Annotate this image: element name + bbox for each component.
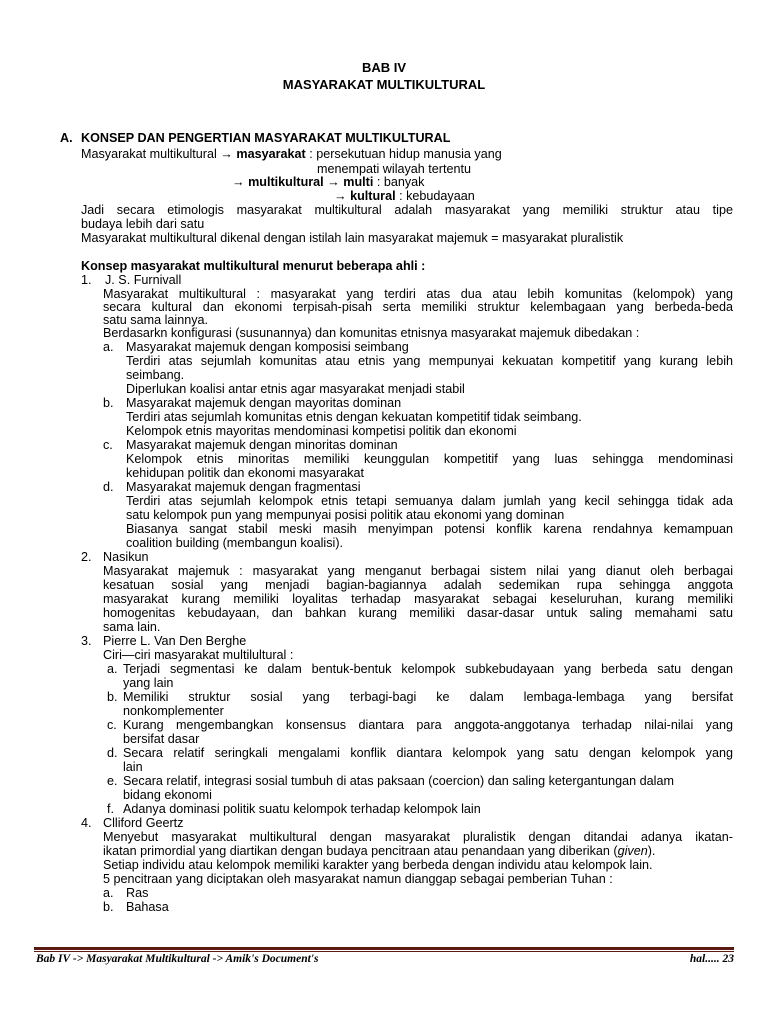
definition-line-3: → multikultural → multi : banyak [232,175,425,189]
list-marker: a. [103,340,114,354]
list-marker: d. [107,746,118,760]
chapter-number: BAB IV [361,60,407,75]
list-item-text: Terdiri atas sejumlah komunitas atau etnis yang mempunyai kekuatan kompetitif yang kurang lebih [126,354,733,368]
expert-2-number: 2. [81,550,92,564]
expert-2-name: Nasikun [103,550,149,564]
expert-4-text: 5 pencitraan yang diciptakan oleh masyarakat namun dianggap sebagai pemberian Tuhan : [103,872,613,886]
list-item-text: Secara relatif, integrasi sosial tumbuh di atas paksaan (coercion) dan saling ketergantungan dalam [123,774,674,788]
expert-1-text: Berdasarkn konfigurasi (susunannya) dan komunitas etnisnya masyarakat majemuk dibedakan : [103,326,640,340]
expert-4-number: 4. [81,816,92,830]
expert-2-text: homogenitas kebudayaan, dan bahkan kurang memiliki dasar-dasar untuk saling memahami satu [103,606,733,620]
page-number: hal..... 23 [689,953,734,965]
expert-1-name: J. S. Furnivall [105,273,182,287]
expert-3-number: 3. [81,634,92,648]
list-marker: d. [103,480,114,494]
list-item-text: Secara relatif seringkali mengalami konflik diantara kelompok yang satu dengan kelompok yang [123,746,733,760]
list-item-text: bidang ekonomi [123,788,212,802]
list-item-text: Terjadi segmentasi ke dalam bentuk-bentuk kelompok subkebudayaan yang berbeda satu dengan [123,662,733,676]
list-marker: c. [103,438,113,452]
definition-line-1: Masyarakat multikultural → masyarakat : persekutuan hidup manusia yang [81,147,502,161]
footer-left: Bab IV -> Masyarakat Multikultural -> Amik's Document's [36,953,319,965]
list-marker: b. [103,396,114,410]
list-marker: b. [107,690,118,704]
chapter-title: MASYARAKAT MULTIKULTURAL [282,77,486,92]
list-marker: f. [107,802,114,816]
list-item-text: Adanya dominasi politik suatu kelompok terhadap kelompok lain [123,802,481,816]
expert-1-text: satu sama lainnya. [103,313,209,327]
list-item-text: Kurang mengembangkan konsensus diantara para anggota-anggotanya terhadap nilai-nilai yang [123,718,733,732]
definition-line-2: menempati wilayah tertentu [317,162,472,176]
list-item-title: Masyarakat majemuk dengan mayoritas dominan [126,396,402,410]
section-a-label: A. [60,131,73,145]
expert-4-text: Setiap individu atau kelompok memiliki karakter yang berbeda dengan individu atau kelompok lain. [103,858,653,872]
list-marker: b. [103,900,114,914]
etymology-line-2: budaya lebih dari satu [81,217,205,231]
list-item-text: Terdiri atas sejumlah komunitas etnis dengan kekuatan kompetitif tidak seimbang. [126,410,582,424]
list-item-text: Terdiri atas sejumlah kelompok etnis tetapi semuanya dalam jumlah yang kecil sehingga tidak ada [126,494,733,508]
list-item-text: seimbang. [126,368,185,382]
list-item-text: Kelompok etnis minoritas memiliki keunggulan kompetitif yang luas sehingga mendominasi [126,452,733,466]
expert-4-text: Menyebut masyarakat multikultural dengan masyarakat pluralistik dengan ditandai adanya ikatan- [103,830,733,844]
list-item-text: Biasanya sangat stabil meski masih menyimpan potensi konflik karena rendahnya kemampuan [126,522,733,536]
list-marker: a. [103,886,114,900]
expert-4-text: ikatan primordial yang diartikan dengan budaya pencitraan atau penandaan yang diberikan (given). [103,844,656,858]
list-item-title: Masyarakat majemuk dengan fragmentasi [126,480,361,494]
etymology-line-1: Jadi secara etimologis masyarakat multikultural adalah masyarakat yang memiliki struktur atau tipe [81,203,733,217]
expert-4-name: Clliford Geertz [103,816,184,830]
list-item-text: Kelompok etnis mayoritas mendominasi kompetisi politik dan ekonomi [126,424,517,438]
list-item-text: Memiliki struktur sosial yang terbagi-bagi ke dalam lembaga-lembaga yang bersifat [123,690,733,704]
expert-1-text: Masyarakat multikultural : masyarakat yang terdiri atas dua atau lebih komunitas (kelompok) yang [103,287,733,301]
footer-rule-thick [34,947,734,950]
experts-heading: Konsep masyarakat multikultural menurut beberapa ahli : [81,259,426,273]
list-marker: e. [107,774,118,788]
section-a-heading: KONSEP DAN PENGERTIAN MASYARAKAT MULTIKULTURAL [81,131,451,145]
list-item-text: Bahasa [126,900,169,914]
list-item-text: yang lain [123,676,174,690]
footer-rule-thin [34,951,734,952]
list-item-text: Ras [126,886,149,900]
list-item-text: bersifat dasar [123,732,200,746]
expert-1-text: secara kultural dan ekonomi terpisah-pisah serta memiliki struktur kelembagaan yang berbeda-beda [103,300,733,314]
list-item-title: Masyarakat majemuk dengan komposisi seimbang [126,340,409,354]
alias-line: Masyarakat multikultural dikenal dengan istilah lain masyarakat majemuk = masyarakat pluralistik [81,231,624,245]
definition-line-4: → kultural : kebudayaan [334,189,475,203]
list-marker: a. [107,662,118,676]
list-marker: c. [107,718,117,732]
list-item-text: satu kelompok pun yang mempunyai posisi politik atau ekonomi yang dominan [126,508,565,522]
expert-1-number: 1. [81,273,92,287]
list-item-text: nonkomplementer [123,704,224,718]
list-item-title: Masyarakat majemuk dengan minoritas dominan [126,438,398,452]
expert-2-text: sama lain. [103,620,161,634]
expert-3-name: Pierre L. Van Den Berghe [103,634,247,648]
expert-3-intro: Ciri—ciri masyarakat multilultural : [103,648,294,662]
list-item-text: coalition building (membangun koalisi). [126,536,344,550]
expert-2-text: Masyarakat majemuk : masyarakat yang menganut berbagai sistem nilai yang dianut oleh berbagai [103,564,733,578]
expert-2-text: masyarakat kurang memiliki loyalitas terhadap masyarakat sebagai keseluruhan, kurang memiliki [103,592,733,606]
list-item-text: Diperlukan koalisi antar etnis agar masyarakat menjadi stabil [126,382,465,396]
expert-2-text: kesatuan sosial yang menjadi bagian-bagiannya adalah sedemikan rupa sehingga anggota [103,578,733,592]
list-item-text: lain [123,760,143,774]
list-item-text: kehidupan politik dan ekonomi masyarakat [126,466,365,480]
